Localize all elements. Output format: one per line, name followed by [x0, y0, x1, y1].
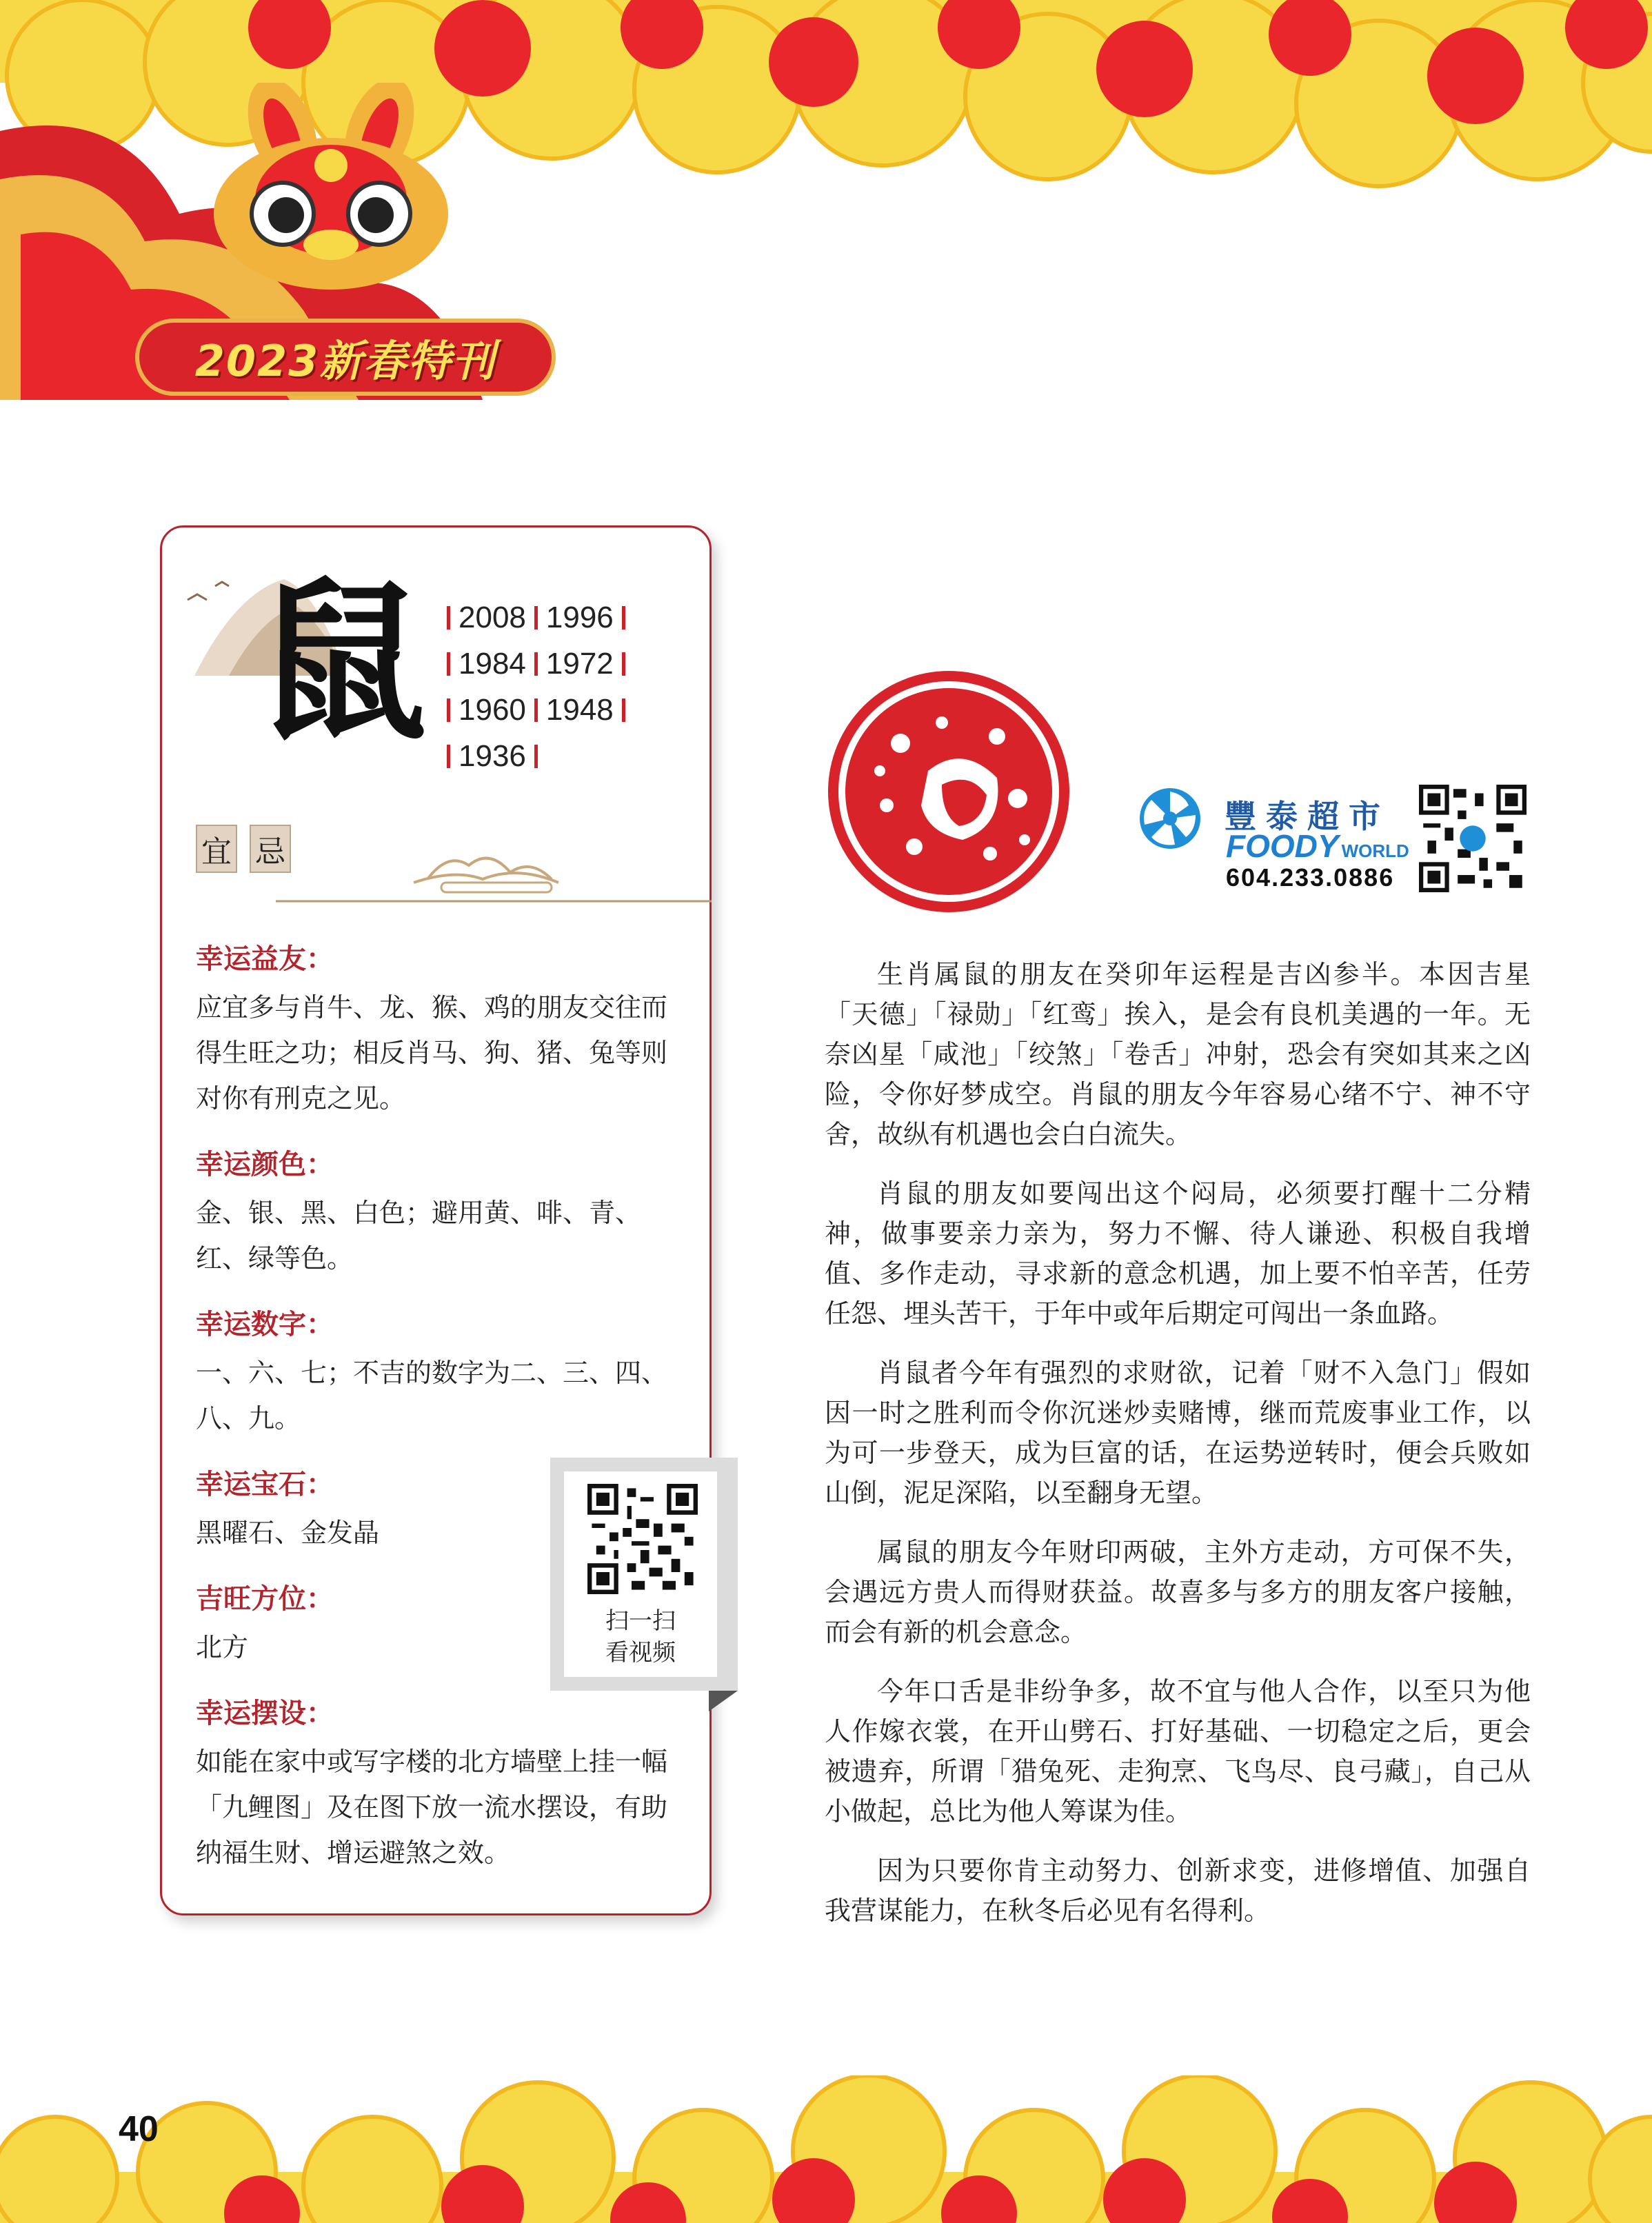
- rabbit-mascot-illustration: [179, 83, 483, 290]
- page-number: 40: [119, 2109, 159, 2149]
- divider-bar: [622, 698, 625, 722]
- rat-papercut-illustration: [825, 667, 1073, 916]
- wave-line-decoration: [276, 845, 712, 907]
- year-value: 1972: [545, 646, 614, 681]
- year-row: [439, 641, 634, 687]
- year-row: [439, 733, 634, 779]
- section-title: 幸运颜色：: [196, 1149, 334, 1180]
- divider-bar: [534, 698, 538, 722]
- lucky-sections: [196, 936, 692, 1896]
- year-value: 1996: [545, 600, 614, 634]
- page-fold-corner: [709, 1691, 738, 1711]
- qr-caption-line: 扫一扫: [605, 1607, 676, 1635]
- sponsor-qr-code[interactable]: [1419, 785, 1527, 892]
- section-title: 幸运数字：: [196, 1309, 334, 1340]
- divider-bar: [534, 606, 538, 630]
- article-paragraph: 肖鼠者今年有强烈的求财欲，记着「财不入急门」假如因一时之胜利而令你沉迷炒卖赌博，继而荒废事业工作，以为可一步登天，成为巨富的话，在运势逆转时，便会兵败如山倒，泥足深陷，以至翻身无望。: [825, 1358, 1531, 1508]
- banner-text: 2023新春特刊: [194, 335, 496, 386]
- section-title: 吉旺方位：: [196, 1583, 334, 1615]
- divider-bar: [447, 652, 450, 676]
- article-paragraph: 今年口舌是非纷争多，故不宜与他人合作，以至只为他人作嫁衣裳，在开山劈石、打好基础、一切稳定之后，更会被遗弃，所谓「猎兔死、走狗烹、飞鸟尽、良弓藏」，自己从小做起，总比为他人筹谋为佳。: [825, 1676, 1531, 1827]
- sponsor-name-english-main: FOODY: [1226, 828, 1339, 864]
- section-title: 幸运宝石：: [196, 1469, 334, 1500]
- issue-banner: [135, 319, 556, 396]
- article-paragraph: 肖鼠的朋友如要闯出这个闷局，必须要打醒十二分精神，做事要亲力亲为，努力不懈、待人谦逊、积极自我增值、多作走动，寻求新的意念机遇，加上要不怕辛苦，任劳任怨、埋头苦干，于年中或年后期定可闯出一条血路。: [825, 1178, 1531, 1329]
- divider-bar: [534, 745, 538, 768]
- section-body: 金、银、黑、白色；避用黄、啡、青、红、绿等色。: [196, 1198, 642, 1274]
- video-qr-code[interactable]: [587, 1484, 698, 1594]
- divider-bar: [447, 698, 450, 722]
- year-row: [439, 594, 634, 641]
- section-title: 幸运摆设：: [196, 1698, 334, 1729]
- year-value: 1984: [459, 646, 526, 681]
- section-body: 应宜多与肖牛、龙、猴、鸡的朋友交往而得生旺之功；相反肖马、狗、猪、兔等则对你有刑克之见。: [196, 992, 668, 1114]
- year-value: 1936: [459, 738, 526, 773]
- qr-caption-line: 看视频: [605, 1639, 676, 1667]
- article-paragraph: 生肖属鼠的朋友在癸卯年运程是吉凶参半。本因吉星「天德」「禄勋」「红鸾」挨入，是会有良机美遇的一年。无奈凶星「咸池」「绞煞」「卷舌」冲射，恐会有突如其来之凶险，令你好梦成空。肖鼠的朋友今年容易心绪不宁、神不守舍，故纵有机遇也会白白流失。: [825, 959, 1531, 1149]
- sponsor-name-english-suffix: WORLD: [1341, 841, 1409, 861]
- section-lucky-friends: [196, 936, 692, 1121]
- sponsor-name-chinese: 豐泰超市: [1225, 798, 1390, 835]
- divider-bar: [622, 652, 625, 676]
- divider-bar: [622, 606, 625, 630]
- year-row: [439, 687, 634, 733]
- section-lucky-decor: [196, 1691, 692, 1875]
- section-body: 一、六、七；不吉的数字为二、三、四、八、九。: [196, 1358, 668, 1434]
- year-value: 2008: [459, 600, 526, 634]
- section-lucky-numbers: [196, 1302, 692, 1441]
- section-title: 幸运益友：: [196, 943, 334, 975]
- divider-bar: [447, 606, 450, 630]
- section-body: 如能在家中或写字楼的北方墙壁上挂一幅「九鲤图」及在图下放一流水摆设，有助纳福生财、增运避煞之效。: [196, 1747, 668, 1868]
- section-body: 黑曜石、金发晶: [196, 1518, 380, 1548]
- zodiac-years: [439, 594, 634, 779]
- tag-auspicious: 宜: [196, 825, 237, 873]
- sponsor-name-english: [1226, 827, 1409, 865]
- year-value: 1948: [545, 692, 614, 727]
- section-lucky-colors: [196, 1142, 692, 1281]
- section-body: 北方: [196, 1632, 249, 1662]
- fortune-article: [825, 954, 1531, 1950]
- bottom-cloud-decoration: [0, 2075, 1652, 2223]
- foody-world-logo-icon: [1139, 787, 1201, 849]
- article-paragraph: 属鼠的朋友今年财印两破，主外方走动，方可保不失，会遇远方贵人而得财获益。故喜多与多方的朋友客户接触，而会有新的机会意念。: [825, 1537, 1531, 1647]
- zodiac-character: 鼠: [255, 561, 427, 763]
- divider-bar: [534, 652, 538, 676]
- year-value: 1960: [459, 692, 526, 727]
- tag-avoid: 忌: [250, 825, 291, 873]
- sponsor-phone: 604.233.0886: [1226, 863, 1395, 892]
- divider-bar: [447, 745, 450, 768]
- qr-caption: [564, 1605, 717, 1669]
- article-paragraph: 因为只要你肯主动努力、创新求变，进修增值、加强自我营谋能力，在秋冬后必见有名得利。: [825, 1855, 1531, 1926]
